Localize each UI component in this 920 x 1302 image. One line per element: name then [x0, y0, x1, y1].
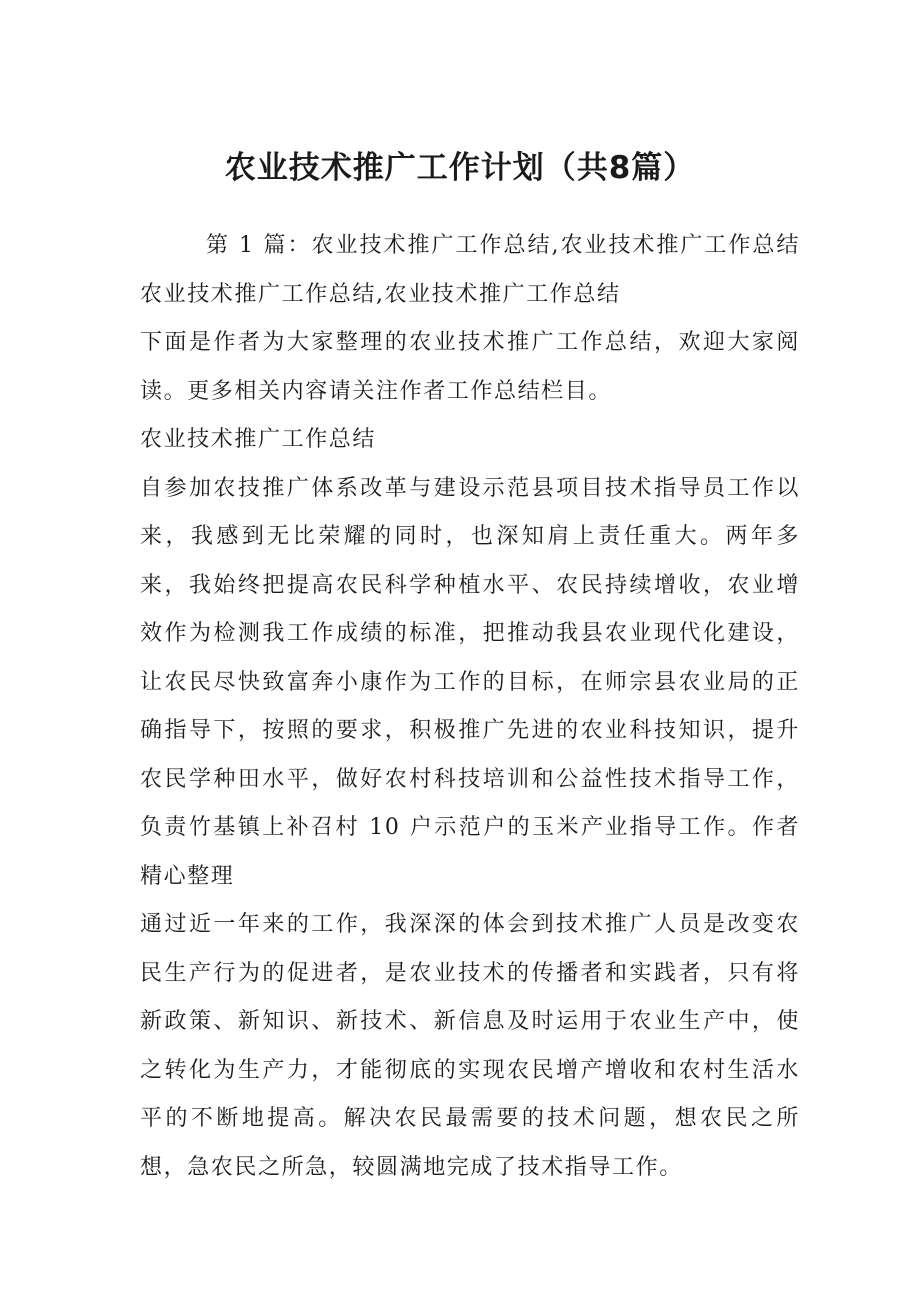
paragraph-body-1: 自参加农技推广体系改革与建设示范县项目技术指导员工作以来，我感到无比荣耀的同时，也深知肩上责任重大。两年多来，我始终把提高农民科学种植水平、农民持续增收，农业增效作为检测我工作成绩的标准，把推动我县农业现代化建设，让农民尽快致富奔小康作为工作的目标，在师宗县农业局的正确指导下，按照的要求，积极推广先进的农业科技知识，提升农民学种田水平，做好农村科技培训和公益性技术指导工作，负责竹基镇上补召村 10 户示范户的玉米产业指导工作。作者精心整理 [140, 475, 800, 889]
paragraph-subtitle: 农业技术推广工作总结 [140, 427, 377, 452]
paragraph-body-2: 通过近一年来的工作，我深深的体会到技术推广人员是改变农民生产行为的促进者，是农业技术的传播者和实践者，只有将新政策、新知识、新技术、新信息及时运用于农业生产中，使之转化为生产力，才能彻底的实现农民增产增收和农村生活水平的不断地提高。解决农民最需要的技术问题，想农民之所想，急农民之所急，较圆满地完成了技术指导工作。 [140, 912, 800, 1180]
paragraph-intro: 下面是作者为大家整理的农业技术推广工作总结，欢迎大家阅读。更多相关内容请关注作者工作总结栏目。 [140, 330, 800, 404]
document-title: 农业技术推广工作计划（共8篇） [224, 150, 696, 186]
document-body [140, 222, 800, 1192]
paragraph-section-heading: 第 1 篇：农业技术推广工作总结,农业技术推广工作总结农业技术推广工作总结,农业技术推广工作总结 [140, 233, 800, 307]
